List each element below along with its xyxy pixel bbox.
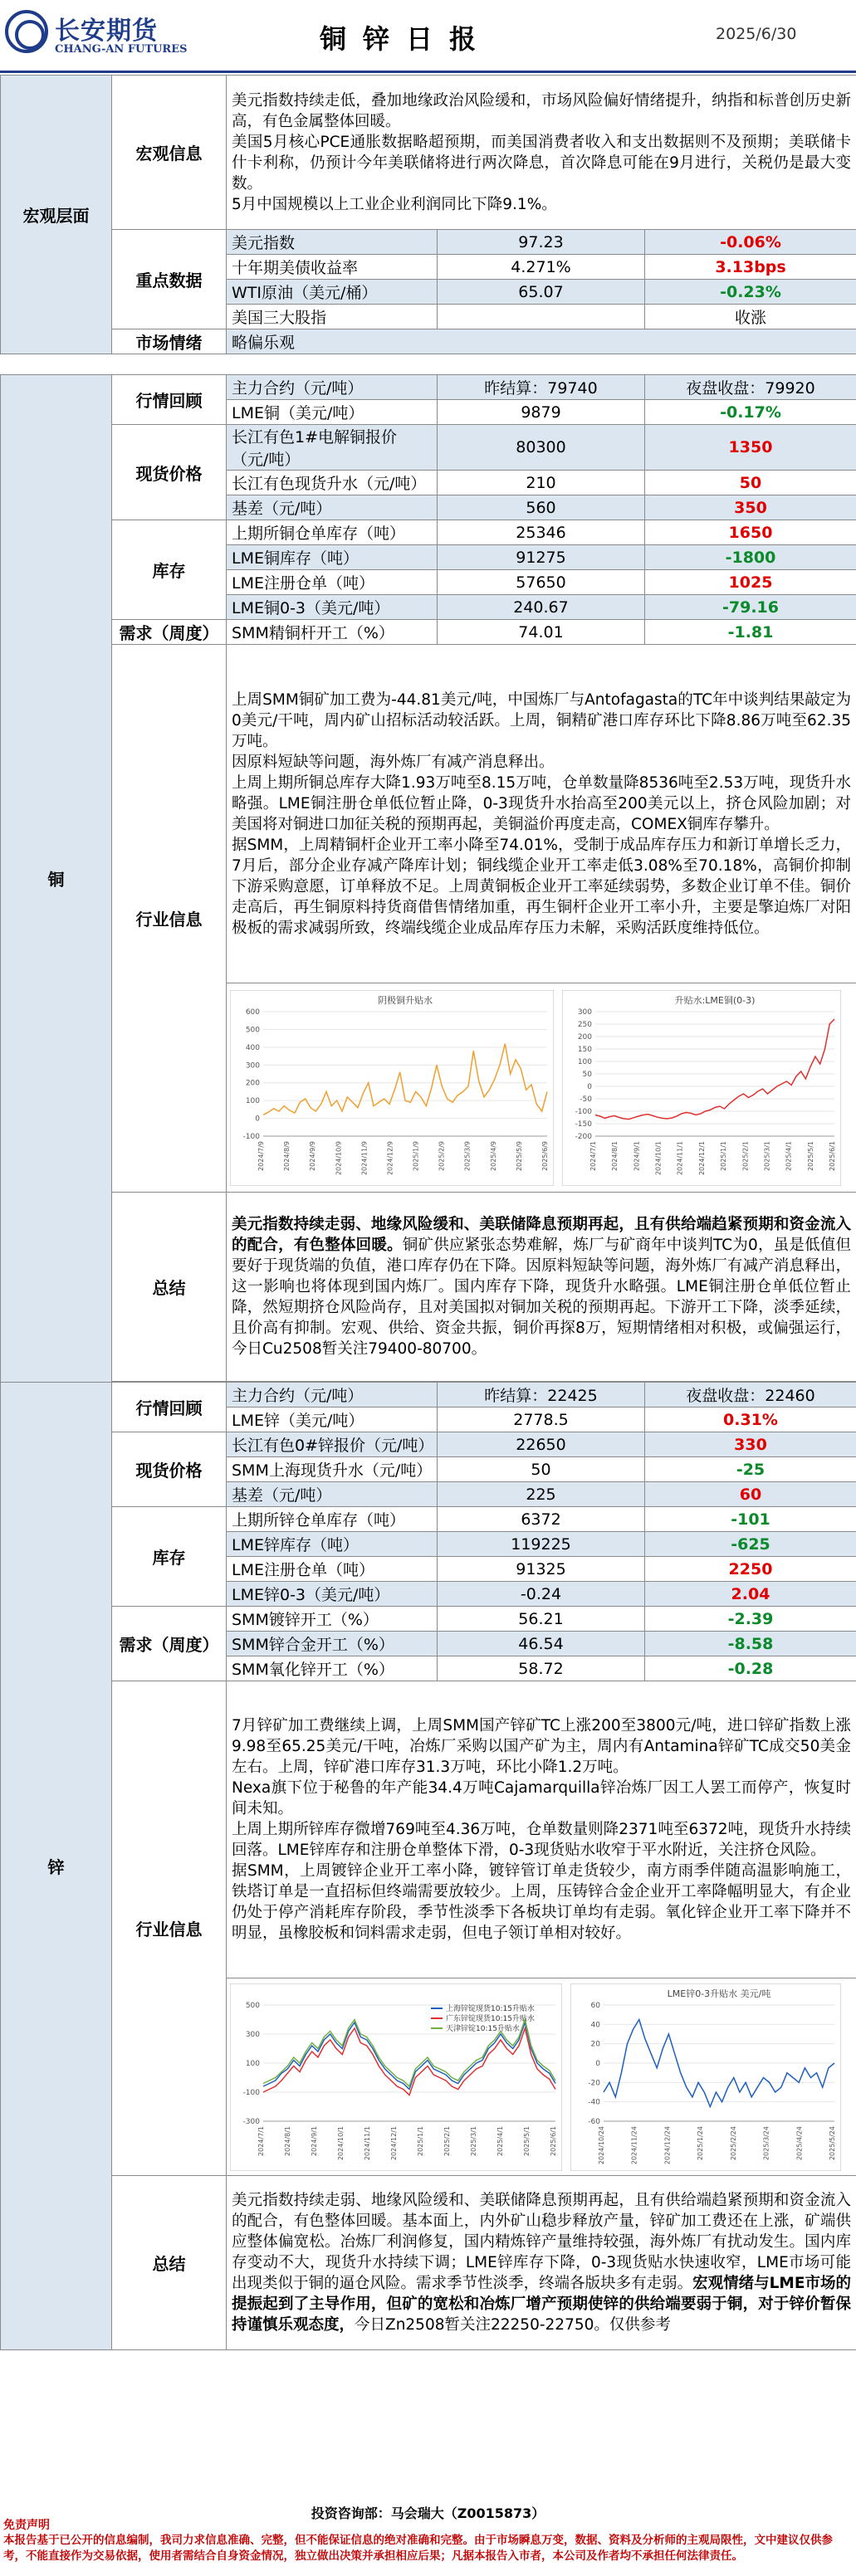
x-tick-label: 2024/12/24 <box>663 2125 672 2164</box>
x-tick-label: 2024/10/9 <box>335 1140 343 1175</box>
x-tick-label: 2025/5/1 <box>523 2125 531 2156</box>
copper-stock-row-label: LME铜0-3（美元/吨） <box>227 595 438 620</box>
x-tick-label: 2025/4/24 <box>795 2125 804 2160</box>
y-tick-label: 0 <box>595 2059 600 2068</box>
macro-row-label: 美元指数 <box>227 230 438 255</box>
company-name-en: CHANG-AN FUTURES <box>55 43 188 56</box>
zinc-demand-row-label: SMM锌合金开工（%） <box>227 1632 438 1656</box>
zinc-spot-row-label: SMM上海现货升水（元/吨） <box>227 1457 438 1482</box>
macro-row-value <box>438 305 645 329</box>
x-tick-label: 2025/5/1 <box>806 1140 814 1171</box>
copper-lme-spread-chart <box>562 990 841 1186</box>
company-logo-icon <box>5 10 48 53</box>
y-tick-label: 300 <box>577 1007 592 1017</box>
zinc-main-prev: 昨结算：22425 <box>438 1383 645 1408</box>
x-tick-label: 2024/7/1 <box>257 2125 265 2156</box>
copper-spot-row-change: 50 <box>645 471 856 495</box>
x-tick-label: 2024/8/1 <box>611 1140 619 1171</box>
y-tick-label: -100 <box>242 1132 260 1141</box>
copper-spot-label: 现货价格 <box>112 425 227 520</box>
zinc-charts <box>227 1978 856 2176</box>
zinc-category: 锌 <box>1 1383 112 2350</box>
macro-info-text: 美元指数持续走低，叠加地缘政治风险缓和，市场风险偏好情绪提升，纳指和标普创历史新高，有色金属整体回暖。 美国5月核心PCE通胀数据略超预期，而美国消费者收入和支出数据则不及预期；美联储卡什卡利称，仍预计今年美联储将进行两次降息，首次降息可能在9月进行，关税仍是最大变数。 5月中国规模以上工业企业利润同比下降9.1%。 <box>227 76 856 230</box>
x-tick-label: 2025/1/9 <box>412 1140 420 1171</box>
copper-stock-row-label: LME注册仓单（吨） <box>227 570 438 595</box>
copper-spot-row-label: 基差（元/吨） <box>227 495 438 520</box>
copper-summary-rest: 铜矿供应紧张态势难解，炼厂与矿商年中谈判TC为0，虽是低值但要好于现货端的负值，港口库存仍在下降。因原料短缺等问题，海外炼厂有减产消息释出，这一影响也将体现到国内炼厂。国内库存下降，现货升水略强。LME铜注册仓单低位暂止降，然短期挤仓风险尚存，且对美国拟对铜加关税的预期再起。下游开工下降，淡季延续，且价高有抑制。宏观、供给、资金共振，铜价再探8万，短期情绪相对积极，或偏强运行，今日Cu2508暂关注79400-80700。 <box>232 1237 851 1358</box>
x-tick-label: 2025/2/24 <box>729 2125 737 2160</box>
x-tick-label: 2024/9/1 <box>311 2125 318 2156</box>
zinc-quote-label: 行情回顾 <box>112 1383 227 1432</box>
x-tick-label: 2024/9/9 <box>309 1140 317 1171</box>
x-tick-label: 2025/2/1 <box>741 1140 750 1171</box>
zinc-stock-row-value: 6372 <box>438 1507 645 1532</box>
copper-stock-row-change: 1025 <box>645 570 856 595</box>
x-tick-label: 2024/11/1 <box>676 1140 684 1175</box>
y-tick-label: -150 <box>575 1120 592 1129</box>
legend-label: 上海锌锭现货10:15升贴水 <box>446 2004 535 2013</box>
copper-stock-row-value: 240.67 <box>438 595 645 620</box>
copper-category: 铜 <box>1 375 112 1383</box>
zinc-lme-label: LME锌（美元/吨） <box>227 1408 438 1432</box>
copper-main-label: 主力合约（元/吨） <box>227 375 438 400</box>
copper-lme-value: 9879 <box>438 400 645 425</box>
zinc-lme-change: 0.31% <box>645 1408 856 1432</box>
zinc-demand-row-value: 58.72 <box>438 1656 645 1681</box>
y-tick-label: -40 <box>588 2098 600 2107</box>
zinc-stock-row-change: 2250 <box>645 1557 856 1582</box>
y-tick-label: 100 <box>245 2059 260 2068</box>
y-tick-label: 500 <box>245 1025 260 1034</box>
x-tick-label: 2025/1/1 <box>720 1140 728 1171</box>
y-tick-label: 100 <box>245 1096 260 1105</box>
zinc-demand-row-change: -8.58 <box>645 1632 856 1656</box>
x-tick-label: 2025/5/9 <box>515 1140 523 1171</box>
copper-demand-row-change: -1.81 <box>645 620 856 645</box>
y-tick-label: 40 <box>590 2020 600 2029</box>
macro-row-change: 收涨 <box>645 305 856 329</box>
copper-spot-row-value: 80300 <box>438 425 645 471</box>
y-tick-label: -300 <box>242 2117 260 2126</box>
macro-mood-label: 市场情绪 <box>112 329 227 354</box>
zinc-spot-row-change: 330 <box>645 1432 856 1457</box>
macro-row-value: 65.07 <box>438 280 645 305</box>
zinc-spot-label: 现货价格 <box>112 1432 227 1507</box>
macro-row-change: 3.13bps <box>645 255 856 280</box>
zinc-stock-row-label: 上期所锌仓单库存（吨） <box>227 1507 438 1532</box>
x-tick-label: 2024/10/1 <box>337 2125 345 2160</box>
y-tick-label: -100 <box>575 1107 592 1116</box>
copper-lme-label: LME铜（美元/吨） <box>227 400 438 425</box>
zinc-summary-text <box>227 2176 856 2350</box>
zinc-summary-bold: 宏观情绪与LME市场的提振起到了主导作用，但矿的宽松和冶炼厂增产预期使锌的供给端要弱于铜，对于锌价暂保持谨慎乐观态度， <box>232 2275 851 2334</box>
copper-stock-label: 库存 <box>112 520 227 620</box>
x-tick-label: 2025/4/1 <box>785 1140 793 1171</box>
x-tick-label: 2024/7/1 <box>589 1140 597 1171</box>
legend-label: 广东锌锭现货10:15升贴水 <box>446 2014 535 2023</box>
macro-row-label: WTI原油（美元/桶） <box>227 280 438 305</box>
copper-demand-row-value: 74.01 <box>438 620 645 645</box>
copper-charts <box>227 983 856 1193</box>
copper-stock-row-value: 91275 <box>438 545 645 570</box>
copper-stock-row-change: -79.16 <box>645 595 856 620</box>
x-tick-label: 2024/11/9 <box>360 1140 369 1175</box>
zinc-demand-label: 需求（周度） <box>112 1607 227 1681</box>
zinc-spot-row-label: 基差（元/吨） <box>227 1482 438 1507</box>
x-tick-label: 2025/3/1 <box>470 2125 477 2156</box>
legend-label: 天津锌锭10:15升贴水 <box>446 2024 520 2033</box>
zinc-stock-row-label: LME注册仓单（吨） <box>227 1557 438 1582</box>
x-tick-label: 2025/6/9 <box>541 1140 549 1171</box>
y-tick-label: 0 <box>255 1115 260 1124</box>
zinc-industry-text: 7月锌矿加工费继续上调，上周SMM国产锌矿TC上涨200至3800元/吨，进口锌矿指数上涨9.98至65.25美元/干吨，冶炼厂采购以国产矿为主，周内有Antamina锌矿TC成交50美金左右。上周，锌矿港口库存31.3万吨，环比小降1.2万吨。 Nexa旗下位于秘鲁的年产能34.4万吨Cajamarquilla锌冶炼厂因工人罢工而停产，恢复时间未知。 上周上期所锌库存微增769吨至4.36万吨，仓单数量则降2371吨至6372吨，现货升水持续回落。LME锌库存和注册仓单整体下滑，0-3现货贴水收窄于平水附近，关注挤仓风险。 据SMM，上周镀锌企业开工率小降，镀锌管订单走货较少，南方雨季伴随高温影响施工，铁塔订单是一直招标但终端需要放较少。上周，压铸锌合金企业开工率降幅明显大，有企业仍处于停产消耗库存阶段，季节性淡季下各板块订单均有走弱。氧化锌企业开工率下降并不明显，虽橡胶板和饲料需求走弱，但电子领订单相对较好。 <box>227 1681 856 1978</box>
x-tick-label: 2024/12/1 <box>697 1140 706 1175</box>
zinc-demand-row-label: SMM镀锌开工（%） <box>227 1607 438 1632</box>
macro-row-value: 4.271% <box>438 255 645 280</box>
zinc-main-label: 主力合约（元/吨） <box>227 1383 438 1408</box>
x-tick-label: 2025/2/1 <box>443 2125 451 2156</box>
chart-title: 升贴水:LME铜(0-3) <box>674 994 756 1006</box>
y-tick-label: 100 <box>577 1057 592 1066</box>
copper-summary-text <box>227 1193 856 1382</box>
x-tick-label: 2025/3/9 <box>463 1140 472 1171</box>
zinc-summary-label: 总结 <box>112 2176 227 2350</box>
zinc-stock-row-change: 2.04 <box>645 1582 856 1607</box>
disclaimer-title: 免责声明 <box>3 2519 50 2532</box>
zinc-spot-row-value: 22650 <box>438 1432 645 1457</box>
x-tick-label: 2025/3/24 <box>762 2125 770 2160</box>
y-tick-label: -100 <box>242 2088 260 2097</box>
x-tick-label: 2025/6/1 <box>829 1140 836 1171</box>
y-tick-label: 200 <box>577 1032 592 1042</box>
x-tick-label: 2025/2/9 <box>438 1140 446 1171</box>
copper-summary-label: 总结 <box>112 1193 227 1382</box>
macro-row-change: -0.06% <box>645 230 856 255</box>
report-title: 铜锌日报 <box>320 23 493 55</box>
zinc-demand-row-value: 46.54 <box>438 1632 645 1656</box>
copper-lme-change: -0.17% <box>645 400 856 425</box>
y-tick-label: 50 <box>582 1070 592 1079</box>
copper-industry-label: 行业信息 <box>112 645 227 1193</box>
x-tick-label: 2024/11/1 <box>364 2125 371 2160</box>
x-tick-label: 2024/12/1 <box>390 2125 398 2160</box>
zinc-demand-row-label: SMM氧化锌开工（%） <box>227 1656 438 1681</box>
report-date: 2025/6/30 <box>716 25 797 43</box>
copper-spot-row-change: 1350 <box>645 425 856 471</box>
copper-main-night: 夜盘收盘：79920 <box>645 375 856 400</box>
macro-section <box>0 75 856 354</box>
zinc-stock-row-change: -625 <box>645 1532 856 1557</box>
zinc-stock-row-value: -0.24 <box>438 1582 645 1607</box>
copper-demand-label: 需求（周度） <box>112 620 227 645</box>
y-tick-label: 500 <box>245 2001 260 2010</box>
zinc-stock-row-value: 91325 <box>438 1557 645 1582</box>
y-tick-label: 150 <box>577 1045 592 1054</box>
x-tick-label: 2025/4/9 <box>489 1140 497 1171</box>
y-tick-label: 60 <box>590 2001 600 2010</box>
x-tick-label: 2024/10/24 <box>598 2125 605 2164</box>
copper-section <box>0 374 856 1383</box>
y-tick-label: 200 <box>245 1079 260 1088</box>
y-tick-label: 300 <box>245 2030 260 2039</box>
macro-info-label: 宏观信息 <box>112 76 227 230</box>
zinc-spot-row-change: 60 <box>645 1482 856 1507</box>
copper-spot-row-label: 长江有色现货升水（元/吨） <box>227 471 438 495</box>
x-tick-label: 2025/3/1 <box>763 1140 771 1171</box>
copper-cathode-premium-chart <box>230 990 554 1186</box>
zinc-spot-row-change: -25 <box>645 1457 856 1482</box>
copper-stock-row-value: 25346 <box>438 520 645 545</box>
zinc-stock-label: 库存 <box>112 1507 227 1607</box>
macro-row-change: -0.23% <box>645 280 856 305</box>
macro-row-value: 97.23 <box>438 230 645 255</box>
copper-stock-row-label: 上期所铜仓单库存（吨） <box>227 520 438 545</box>
company-name: 长安期货 <box>55 17 158 46</box>
zinc-demand-row-change: -0.28 <box>645 1656 856 1681</box>
y-tick-label: 600 <box>245 1007 260 1017</box>
advisor-line: 投资咨询部：马会瑞大（Z0015873） <box>311 2505 545 2521</box>
y-tick-label: -20 <box>588 2078 600 2087</box>
copper-spot-row-change: 350 <box>645 495 856 520</box>
zinc-summary-plain1: 美元指数持续走弱、地缘风险缓和、美联储降息预期再起，且有供给端趋紧预期和资金流入的配合，有色整体回暖。基本面上，内外矿山稳步释放产量，锌矿加工费还在上涨，矿端供应整体偏宽松。冶炼厂利润修复，国内精炼锌产量维持较强，海外炼厂有扰动发生。国内库存变动不大，现货升水持续下调；LME锌库存下降，0-3现货贴水快速收窄，LME市场可能出现类似于铜的逼仓风险。需求季节性淡季，终端各版块多有走弱。 <box>232 2192 851 2292</box>
y-tick-label: -50 <box>580 1095 592 1104</box>
zinc-spot-row-value: 50 <box>438 1457 645 1482</box>
x-tick-label: 2024/12/9 <box>386 1140 394 1175</box>
macro-mood-text: 略偏乐观 <box>227 329 856 354</box>
zinc-spot-premium-chart <box>230 1983 562 2171</box>
y-tick-label: 300 <box>245 1061 260 1070</box>
copper-spot-row-value: 560 <box>438 495 645 520</box>
copper-stock-row-label: LME铜库存（吨） <box>227 545 438 570</box>
zinc-stock-row-change: -101 <box>645 1507 856 1532</box>
zinc-main-night: 夜盘收盘：22460 <box>645 1383 856 1408</box>
chart-title: 阴极铜升贴水 <box>378 994 433 1006</box>
zinc-lme-spread-chart <box>570 1983 841 2171</box>
copper-spot-row-value: 210 <box>438 471 645 495</box>
y-tick-label: 20 <box>590 2040 600 2049</box>
x-tick-label: 2024/8/9 <box>283 1140 291 1171</box>
chart-title: LME锌0-3升贴水 美元/吨 <box>667 1988 771 1999</box>
y-tick-label: 0 <box>587 1082 592 1091</box>
x-tick-label: 2024/10/1 <box>654 1140 663 1175</box>
y-tick-label: 400 <box>245 1043 260 1052</box>
copper-main-prev: 昨结算：79740 <box>438 375 645 400</box>
zinc-industry-label: 行业信息 <box>112 1681 227 2176</box>
x-tick-label: 2024/9/1 <box>633 1140 641 1171</box>
disclaimer-text: 本报告基于已公开的信息编制，我司力求信息准确、完整，但不能保证信息的绝对准确和完整。由于市场瞬息万变，数据、资料及分析师的主观局限性，文中建议仅供参考，不能直接作为交易依据，使用者需结合自身资金情况，独立做出决策并承担相应后果；凡据本报告入市者，本公司及作者均不承担任何法律责任。 <box>3 2534 833 2563</box>
x-tick-label: 2025/5/24 <box>829 2125 836 2160</box>
zinc-stock-row-value: 119225 <box>438 1532 645 1557</box>
x-tick-label: 2025/4/1 <box>496 2125 504 2156</box>
copper-spot-row-label: 长江有色1#电解铜报价（元/吨） <box>227 425 438 471</box>
x-tick-label: 2025/6/1 <box>550 2125 557 2156</box>
x-tick-label: 2024/8/1 <box>284 2125 291 2156</box>
zinc-stock-row-label: LME锌库存（吨） <box>227 1532 438 1557</box>
macro-row-label: 美国三大股指 <box>227 305 438 329</box>
x-tick-label: 2025/1/1 <box>417 2125 424 2156</box>
zinc-demand-row-value: 56.21 <box>438 1607 645 1632</box>
zinc-lme-value: 2778.5 <box>438 1408 645 1432</box>
y-tick-label: -200 <box>575 1132 592 1141</box>
copper-stock-row-value: 57650 <box>438 570 645 595</box>
copper-stock-row-change: 1650 <box>645 520 856 545</box>
zinc-spot-row-label: 长江有色0#锌报价（元/吨） <box>227 1432 438 1457</box>
macro-category: 宏观层面 <box>1 76 112 354</box>
copper-summary-bold: 美元指数持续走弱、地缘风险缓和、美联储降息预期再起，且有供给端趋紧预期和资金流入的配合，有色整体回暖。 <box>232 1216 851 1254</box>
copper-demand-row-label: SMM精铜杆开工（%） <box>227 620 438 645</box>
zinc-stock-row-label: LME锌0-3（美元/吨） <box>227 1582 438 1607</box>
copper-quote-label: 行情回顾 <box>112 375 227 425</box>
zinc-demand-row-change: -2.39 <box>645 1607 856 1632</box>
report-header <box>0 0 856 73</box>
macro-key-label: 重点数据 <box>112 230 227 329</box>
x-tick-label: 2024/7/9 <box>257 1140 265 1171</box>
copper-industry-text: 上周SMM铜矿加工费为-44.81美元/吨，中国炼厂与Antofagasta的TC年中谈判结果敲定为0美元/干吨，周内矿山招标活动较活跃。上周，铜精矿港口库存环比下降8.86万吨至62.35万吨。 因原料短缺等问题，海外炼厂有减产消息释出。 上周上期所铜总库存大降1.93万吨至8.15万吨，仓单数量降8536吨至2.53万吨，现货升水略强。LME铜注册仓单低位暂止降，0-3现货升水抬高至200美元以上，挤仓风险加剧；对美国将对铜进口加征关税的预期再起，美铜溢价再度走高，COMEX铜库存攀升。 据SMM，上周精铜杆企业开工率小降至74.01%，受制于成品库存压力和新订单增长乏力，7月后，部分企业存减产降库计划；铜线缆企业开工率走低3.08%至70.18%，高铜价抑制下游采购意愿，订单释放不足。上周黄铜板企业开工率延续弱势，多数企业订单不佳。铜价走高后，再生铜原料持货商借售情绪加重，再生铜杆企业开工率小升，主要是擎迫炼厂对阳极板的需求减弱所致，终端线缆企业成品库存压力未解，采购活跃度维持低位。 <box>227 645 856 983</box>
zinc-spot-row-value: 225 <box>438 1482 645 1507</box>
zinc-summary-plain2: 今日Zn2508暂关注22250-22750。仅供参考 <box>355 2316 671 2334</box>
x-tick-label: 2024/11/24 <box>630 2125 638 2164</box>
copper-stock-row-change: -1800 <box>645 545 856 570</box>
x-tick-label: 2025/1/24 <box>697 2125 705 2160</box>
y-tick-label: 250 <box>577 1020 592 1029</box>
macro-row-label: 十年期美债收益率 <box>227 255 438 280</box>
y-tick-label: -60 <box>588 2117 600 2126</box>
zinc-section <box>0 1382 856 2350</box>
